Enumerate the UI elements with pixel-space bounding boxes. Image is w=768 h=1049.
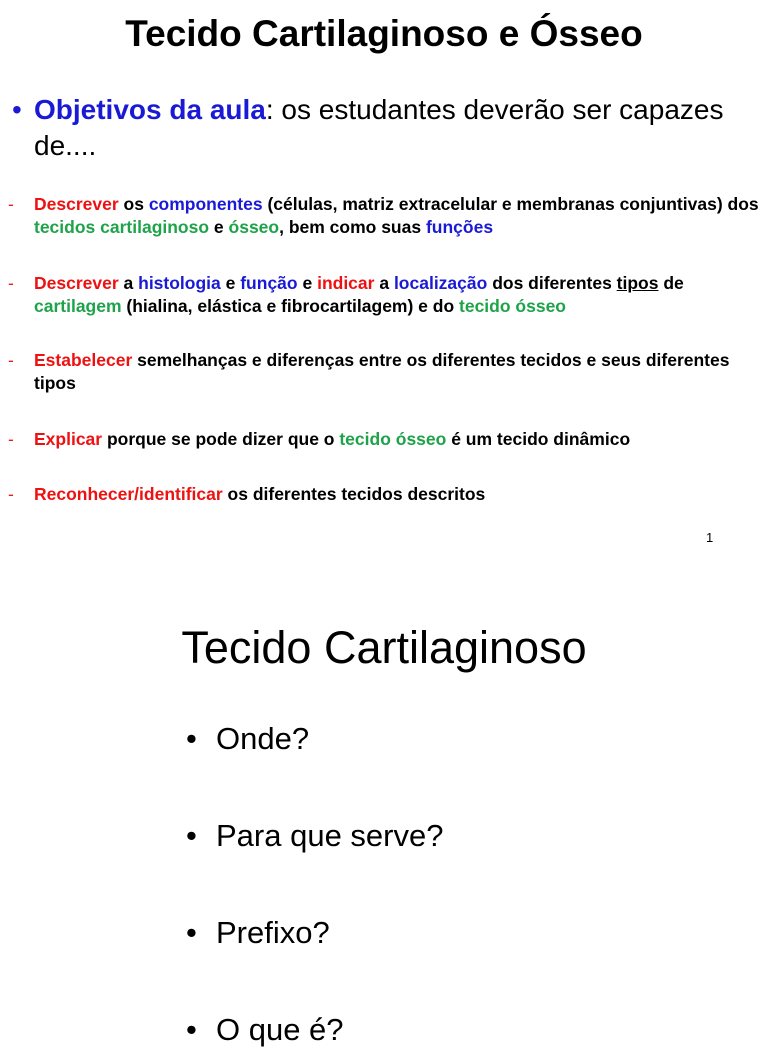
- bullet-icon: •: [186, 721, 197, 756]
- objective-item: - Explicar porque se pode dizer que o tecido ósseo é um tecido dinâmico: [8, 429, 631, 449]
- dash-icon: -: [8, 194, 14, 214]
- objective-item: - Descrever a histologia e função e indicar a localização dos diferentes tipos de cartilagem (hialina, elástica e fibrocartilagem) e do tecido ósseo: [8, 273, 684, 316]
- list-item: • O que é?: [186, 1012, 344, 1047]
- bullet-icon: •: [186, 818, 197, 853]
- bullet-icon: •: [12, 94, 22, 125]
- objectives-heading: [12, 92, 752, 164]
- dash-icon: -: [8, 350, 14, 370]
- objectives-text: : os estudantes deverão ser capazes de....: [34, 94, 724, 161]
- bullet-icon: •: [186, 1012, 197, 1047]
- objective-item: - Estabelecer semelhanças e diferenças entre os diferentes tecidos e seus diferentes tipos: [8, 350, 730, 393]
- objectives-label: Objetivos da aula: [34, 94, 266, 125]
- list-item: • Onde?: [186, 721, 310, 756]
- list-item: • Para que serve?: [186, 818, 444, 853]
- dash-icon: -: [8, 273, 14, 293]
- dash-icon: -: [8, 484, 14, 504]
- list-item: • Prefixo?: [186, 915, 330, 950]
- slide-title: Tecido Cartilaginoso: [181, 622, 587, 673]
- dash-icon: -: [8, 429, 14, 449]
- slide-title: Tecido Cartilaginoso e Ósseo: [125, 13, 643, 54]
- objective-item: - Reconhecer/identificar os diferentes tecidos descritos: [8, 484, 486, 504]
- objective-item: - Descrever os componentes (células, matriz extracelular e membranas conjuntivas) dos tecidos cartilaginoso e ósseo, bem como suas funções: [8, 194, 759, 237]
- bullet-icon: •: [186, 915, 197, 950]
- page-number: 1: [706, 530, 714, 545]
